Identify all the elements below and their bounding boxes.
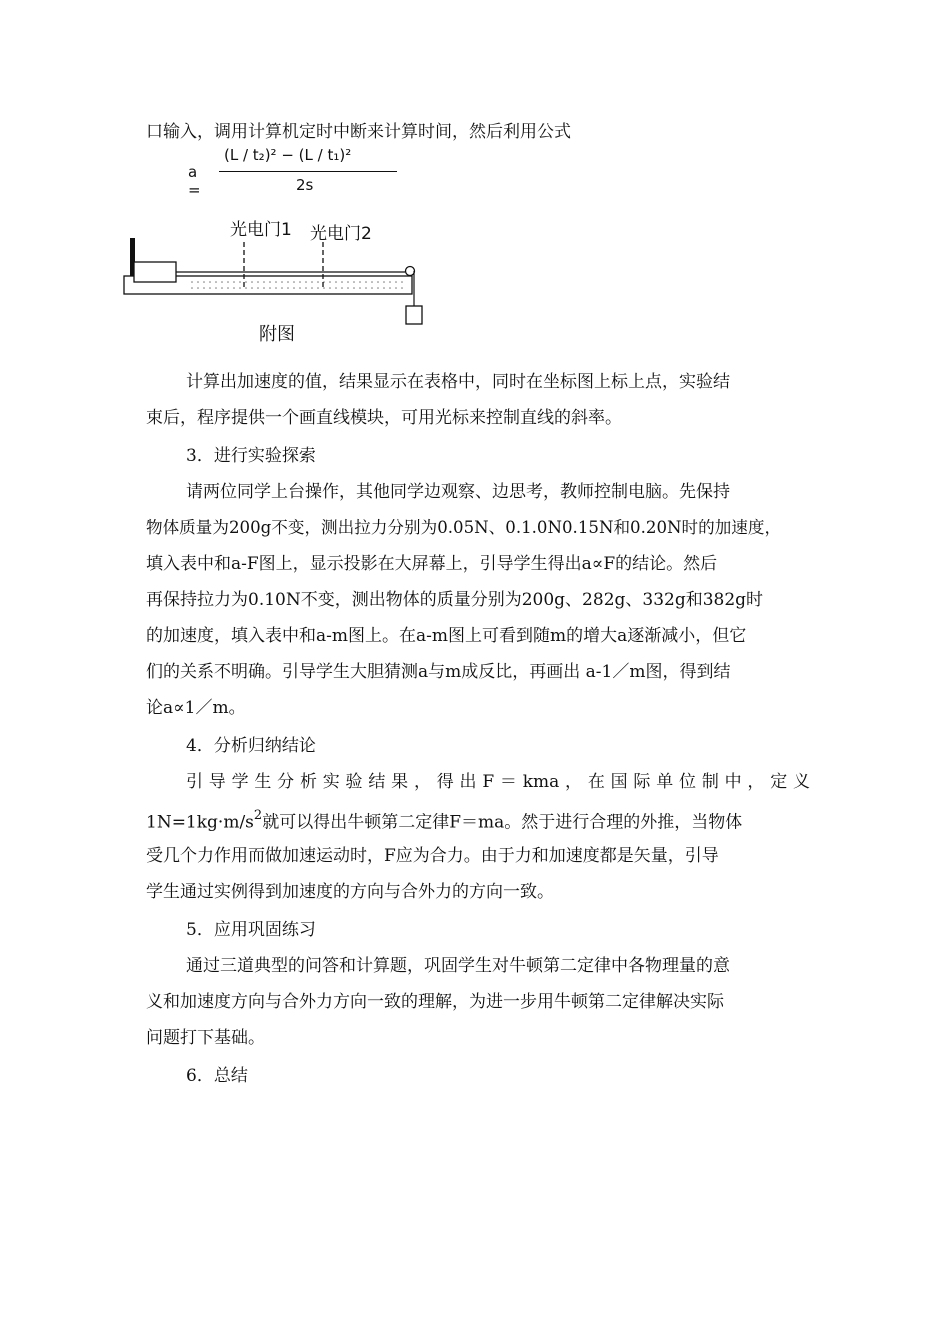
gate2-label: 光电门2 (310, 224, 372, 244)
para2-line1: 请两位同学上台操作，其他同学边观察、边思考，教师控制电脑。先保持 (186, 482, 730, 502)
pulley (406, 267, 415, 276)
para1-line1: 计算出加速度的值，结果显示在表格中，同时在坐标图上标上点，实验结 (186, 372, 730, 392)
para3-line4: 学生通过实例得到加速度的方向与合外力的方向一致。 (146, 882, 554, 902)
glider (134, 262, 176, 282)
fraction-bar (219, 171, 397, 172)
intro-line: 口输入，调用计算机定时中断来计算时间，然后利用公式 (146, 122, 571, 142)
para4-line3: 问题打下基础。 (146, 1028, 265, 1048)
hanging-weight (406, 306, 422, 324)
para2-line2: 物体质量为200g不变，测出拉力分别为0.05N、0.1.0N0.15N和0.20N时的加速度， (146, 518, 782, 537)
figure-caption: 附图 (259, 324, 295, 345)
para4-line2: 义和加速度方向与合外力方向一致的理解，为进一步用牛顿第二定律解决实际 (146, 992, 724, 1012)
para2-line4: 再保持拉力为0.10N不变，测出物体的质量分别为200g、282g、332g和382g时 (146, 590, 764, 610)
para3-line2 (146, 807, 742, 834)
heading-3: 3．进行实验探索 (186, 446, 316, 466)
unit-definition: 1N=1kg·m/s (146, 812, 254, 833)
heading-6: 6．总结 (186, 1066, 248, 1086)
para3-line1: 引导学生分析实验结果，得出F＝kma，在国际单位制中，定义 (186, 772, 810, 792)
heading-4: 4．分析归纳结论 (186, 736, 316, 756)
apparatus-figure (122, 208, 432, 348)
para2-line5: 的加速度，填入表中和a-m图上。在a-m图上可看到随m的增大a逐渐减小，但它 (146, 626, 747, 646)
para3-line3: 受几个力作用而做加速运动时，F应为合力。由于力和加速度都是矢量，引导 (146, 846, 719, 866)
heading-5: 5．应用巩固练习 (186, 920, 316, 940)
para2-line7: 论a∝1／m。 (146, 698, 246, 718)
gate1-label: 光电门1 (230, 220, 292, 240)
para3-line2-rest: 就可以得出牛顿第二定律F＝ma。然于进行合理的外推，当物体 (262, 812, 743, 833)
para1-line2: 束后，程序提供一个画直线模块，可用光标来控制直线的斜率。 (146, 408, 622, 428)
para4-line1: 通过三道典型的问答和计算题，巩固学生对牛顿第二定律中各物理量的意 (186, 956, 730, 976)
formula-lhs: a = (188, 163, 201, 199)
unit-exponent: 2 (253, 808, 263, 823)
para2-line3: 填入表中和a-F图上，显示投影在大屏幕上，引导学生得出a∝F的结论。然后 (146, 554, 718, 574)
formula-numerator: (L / t₂)² − (L / t₁)² (224, 146, 352, 164)
formula-denominator: 2s (296, 176, 314, 194)
para2-line6: 们的关系不明确。引导学生大胆猜测a与m成反比，再画出 a-1／m图，得到结 (146, 662, 731, 682)
